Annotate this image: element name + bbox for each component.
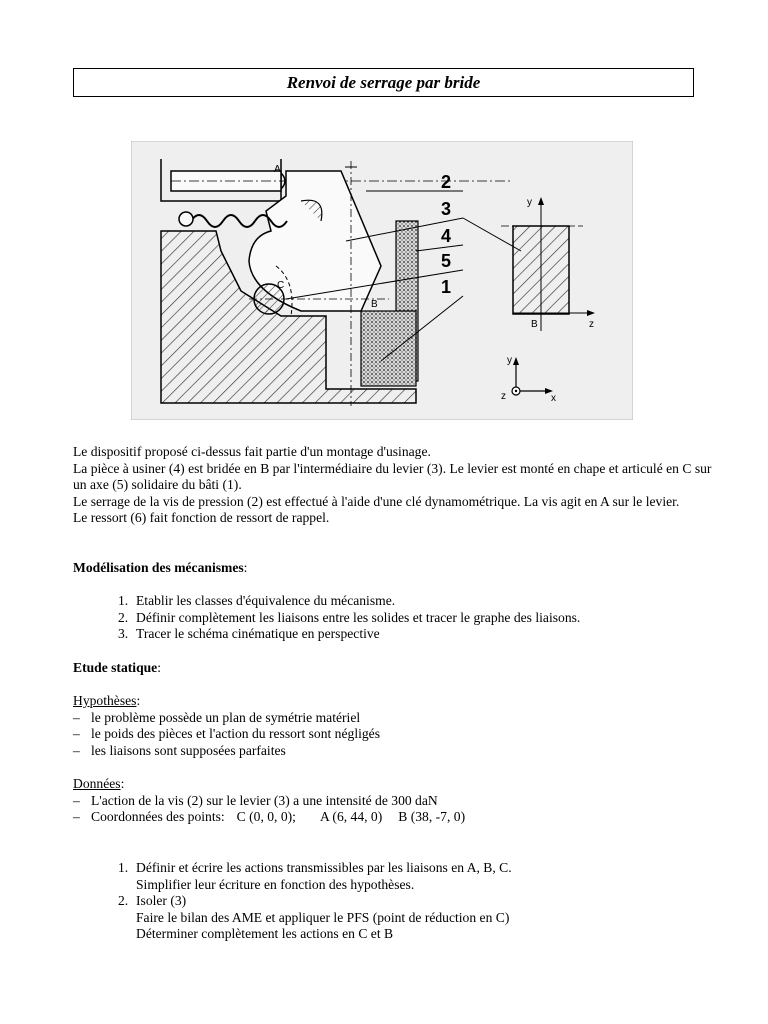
detail-point-b: B (531, 319, 538, 330)
list-item: 1. Définir et écrire les actions transmissibles par les liaisons en A, B, C. Simplifier leur écriture en fonction des hypothèses. (118, 860, 512, 892)
intro-line-3: Le serrage de la vis de pression (2) est effectué à l'aide d'une clé dynamométrique. La vis agit en A sur le levier. (73, 493, 680, 509)
section-statique-heading: Etude statique: (73, 660, 161, 675)
hypotheses-block: Hypothèses: – le problème possède un plan de symétrie matériel – le poids des pièces et l'action du ressort sont négligés – les liaisons sont supposées parfaites (73, 693, 713, 759)
axis-z: z (501, 391, 506, 402)
point-b: B (371, 299, 378, 310)
intro-line-1: Le dispositif proposé ci-dessus fait partie d'un montage d'usinage. (73, 444, 431, 459)
hypotheses-label: Hypothèses (73, 693, 137, 708)
detail-axis-z: z (589, 319, 594, 330)
donnees-block: Données: – L'action de la vis (2) sur le levier (3) a une intensité de 300 daN – Coordonnées des points: C (0, 0, 0); A (6, 44, 0) B (38, -7, 0) (73, 776, 713, 826)
axis-x: x (551, 393, 556, 404)
page-title: Renvoi de serrage par bride (286, 72, 481, 92)
list-item: – les liaisons sont supposées parfaites (73, 742, 286, 758)
intro-line-4: Le ressort (6) fait fonction de ressort de rappel. (73, 510, 330, 525)
label-5: 5 (441, 251, 452, 271)
modelisation-heading: Modélisation des mécanismes (73, 560, 244, 575)
list-item: 2. Définir complètement les liaisons entre les solides et tracer le graphe des liaisons. (118, 609, 581, 625)
questions-list (73, 860, 713, 943)
list-item: 1. Etablir les classes d'équivalence du mécanisme. (118, 593, 396, 608)
label-1: 1 (441, 277, 452, 297)
label-4: 4 (441, 226, 452, 246)
list-item: 2. Isoler (3) Faire le bilan des AME et appliquer le PFS (point de réduction en C) Déterminer complètement les actions en C et B (118, 893, 510, 941)
intro-line-2: La pièce à usiner (4) est bridée en B par l'intermédiaire du levier (3). Le levier est monté en chape et articulé en C sur un axe (5) solidaire du bâti (1). (73, 460, 712, 492)
detail-axis-y: y (527, 197, 532, 208)
technical-drawing (131, 141, 633, 420)
donnees-label: Données (73, 776, 121, 791)
intro-paragraph (73, 444, 713, 527)
label-3: 3 (441, 199, 452, 219)
list-item: – le poids des pièces et l'action du ressort sont négligés (73, 726, 380, 741)
point-a: A (274, 164, 281, 175)
list-item: – le problème possède un plan de symétrie matériel (73, 709, 361, 725)
list-item: – L'action de la vis (2) sur le levier (3) a une intensité de 300 daN (73, 792, 438, 808)
label-2: 2 (441, 172, 452, 192)
coordinates-line: – Coordonnées des points: C (0, 0, 0); A (6, 44, 0) B (38, -7, 0) (73, 809, 466, 824)
statique-heading: Etude statique (73, 660, 158, 675)
list-item: 3. Tracer le schéma cinématique en perspective (118, 626, 380, 641)
modelisation-list (73, 593, 713, 643)
axis-y: y (507, 355, 512, 366)
point-c: C (277, 280, 285, 291)
section-modelisation-heading: Modélisation des mécanismes: (73, 560, 248, 575)
title-box (73, 68, 694, 97)
